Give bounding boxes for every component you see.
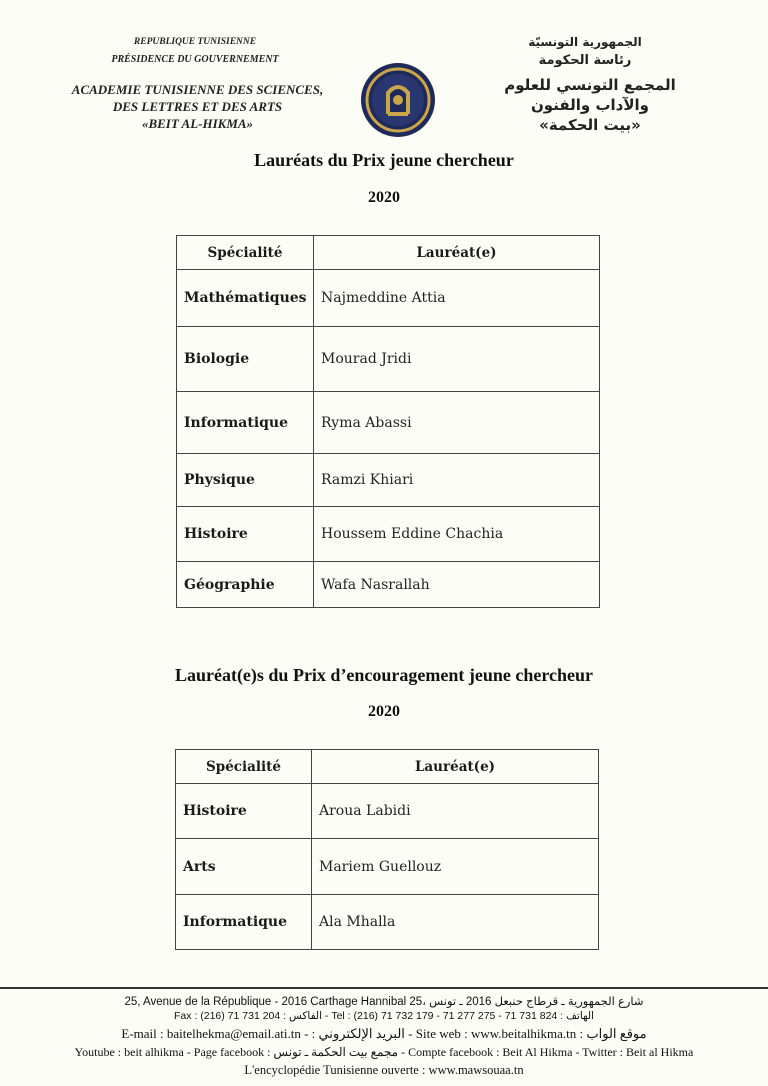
laureat-cell: Ala Mhalla [312,895,599,950]
table-header-row [177,236,600,270]
laureat-cell: Ryma Abassi [314,392,600,454]
academy-fr-line1: ACADEMIE TUNISIENNE DES SCIENCES, [71,82,324,97]
laureat-cell: Houssem Eddine Chachia [314,507,600,562]
column-header-laureat: Lauréat(e) [314,236,600,270]
footer-encyclopedia: L'encyclopédie Tunisienne ouverte : www.mawsouaa.tn [244,1063,524,1077]
republic-ar: الجمهورية التونسيّة [528,35,642,49]
table-row [177,454,600,507]
laureates-table-1 [176,235,600,608]
section2-year: 2020 [368,703,400,720]
laureates-table-2 [175,749,599,950]
section1-title: Lauréats du Prix jeune chercheur [254,150,514,170]
laureat-cell: Ramzi Khiari [314,454,600,507]
column-header-specialite: Spécialité [177,236,314,270]
table-row [177,270,600,327]
presidence-fr: PRÉSIDENCE DU GOUVERNEMENT [111,54,279,65]
table-header-row [176,750,599,784]
table-row [177,507,600,562]
table-row [176,895,599,950]
footer-divider [0,987,768,989]
academy-seal-logo [360,62,436,138]
section2-title: Lauréat(e)s du Prix d’encouragement jeune chercheur [174,665,594,685]
laureat-cell: Wafa Nasrallah [314,562,600,608]
footer-address: 25, Avenue de la République - 2016 Carthage Hannibal 25، شارع الجمهورية ـ قرطاج حنبعل 2016 ـ تونس [124,996,644,1008]
table-row [176,784,599,839]
specialite-cell: Arts [176,839,312,895]
specialite-cell: Informatique [176,895,312,950]
specialite-cell: Physique [177,454,314,507]
specialite-cell: Informatique [177,392,314,454]
footer-social: Youtube : beit alhikma - Page facebook : مجمع بيت الحكمة ـ تونس - Compte facebook : Beit Al Hikma - Twitter : Beit al Hikma [74,1045,694,1059]
republic-fr: REPUBLIQUE TUNISIENNE [133,37,257,47]
specialite-cell: Histoire [177,507,314,562]
specialite-cell: Biologie [177,327,314,392]
laureat-cell: Mariem Guellouz [312,839,599,895]
laureat-cell: Najmeddine Attia [314,270,600,327]
specialite-cell: Géographie [177,562,314,608]
table-row [176,839,599,895]
section1-year: 2020 [368,189,400,206]
academy-ar-line2: والآداب والفنون [531,96,649,114]
column-header-specialite: Spécialité [176,750,312,784]
table-row [177,562,600,608]
table-row [177,327,600,392]
laureat-cell: Aroua Labidi [312,784,599,839]
academy-ar-line1: المجمع التونسي للعلوم [504,76,676,94]
presidence-ar: رئاسة الحكومة [538,53,632,68]
academy-fr-line3: «BEIT AL-HIKMA» [141,116,254,131]
academy-fr-line2: DES LETTRES ET DES ARTS [112,99,283,114]
table-row [177,392,600,454]
column-header-laureat: Lauréat(e) [312,750,599,784]
footer-email: E-mail : baitelhekma@email.ati.tn - : البريد الإلكتروني - Site web : www.beitalhikma.tn : موقع الواب [121,1026,647,1041]
specialite-cell: Mathématiques [177,270,314,327]
specialite-cell: Histoire [176,784,312,839]
laureat-cell: Mourad Jridi [314,327,600,392]
academy-ar-line3: «بيت الحكمة» [539,116,641,134]
footer-phone: Fax : (216) 71 731 204 : الفاكس - Tel : (216) 71 732 179 - 71 277 275 - 71 731 824 : الهاتف [174,1010,594,1022]
